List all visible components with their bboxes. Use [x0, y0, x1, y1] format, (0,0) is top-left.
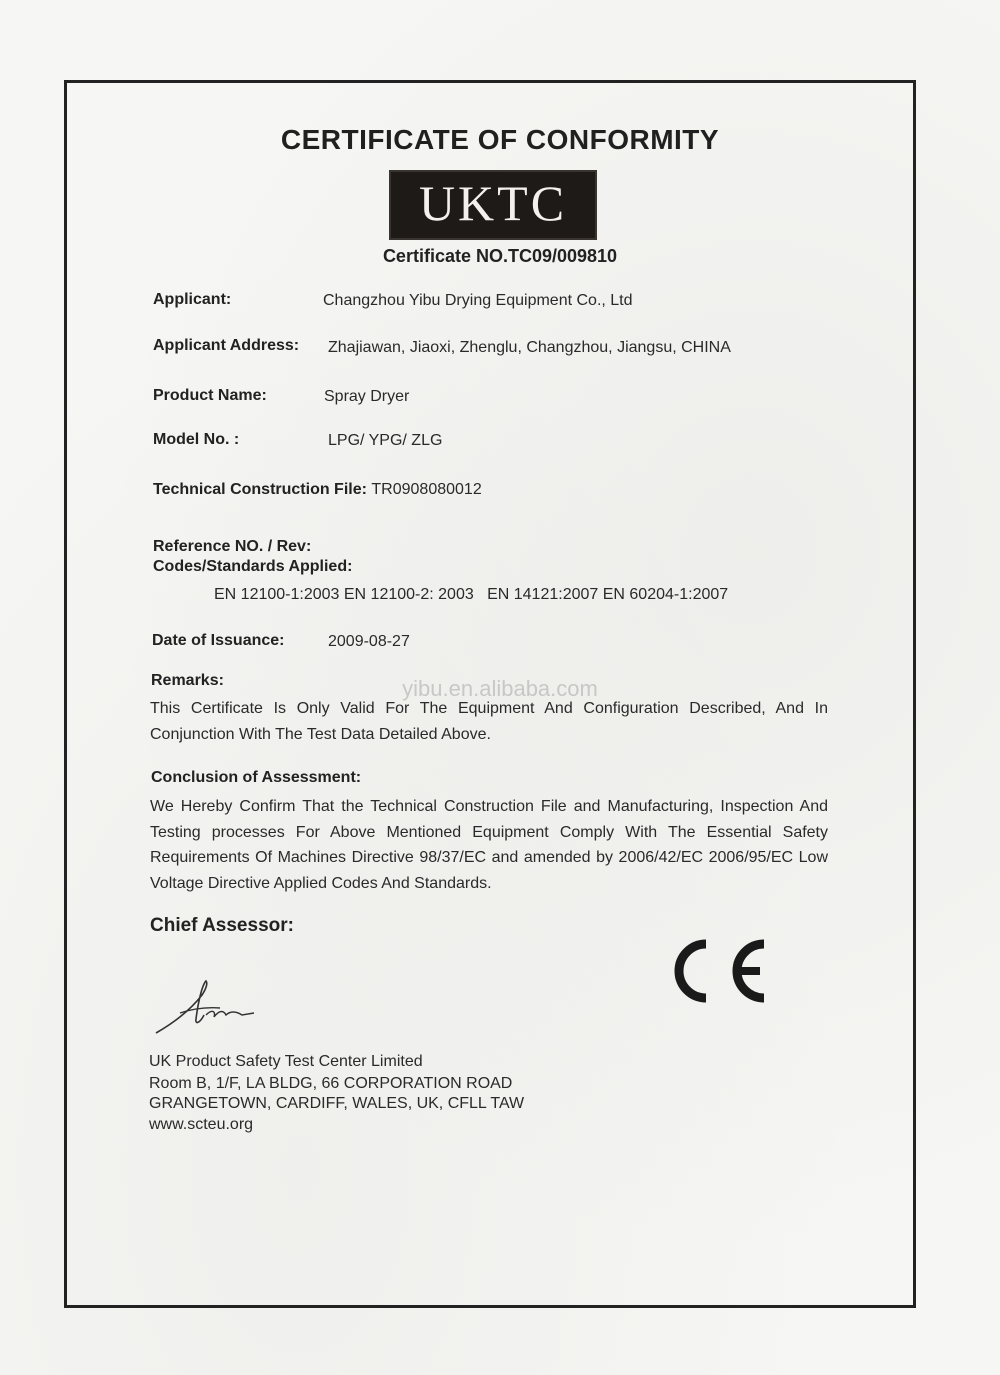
issuer-website: www.scteu.org: [149, 1116, 254, 1133]
watermark-text: yibu.en.alibaba.com: [402, 676, 598, 701]
issuer-address-line2: GRANGETOWN, CARDIFF, WALES, UK, CFLL TAW: [149, 1095, 525, 1112]
certificate-number: Certificate NO.TC09/009810: [382, 246, 618, 266]
technical-file-row: [153, 481, 482, 499]
address-value: Zhajiawan, Jiaoxi, Zhenglu, Changzhou, Jiangsu, CHINA: [328, 339, 731, 356]
signature-image: [150, 975, 260, 1040]
codes-standards-label: Codes/Standards Applied:: [153, 558, 353, 575]
applicant-label: Applicant:: [153, 291, 232, 308]
address-label: Applicant Address:: [153, 337, 300, 354]
remarks-label: Remarks:: [151, 672, 224, 689]
technical-file-value: TR0908080012: [371, 481, 482, 498]
applicant-value: Changzhou Yibu Drying Equipment Co., Ltd: [323, 292, 633, 309]
reference-label: Reference NO. / Rev:: [153, 538, 312, 555]
issuer-name: UK Product Safety Test Center Limited: [149, 1053, 423, 1070]
technical-file-label: Technical Construction File:: [153, 481, 367, 498]
chief-assessor-label: Chief Assessor:: [150, 915, 294, 936]
codes-standards-value: EN 12100-1:2003 EN 12100-2: 2003 EN 14121:2007 EN 60204-1:2007: [214, 586, 729, 603]
product-name-value: Spray Dryer: [324, 388, 410, 405]
issuer-address-line1: Room B, 1/F, LA BLDG, 66 CORPORATION ROAD: [149, 1075, 513, 1092]
date-of-issuance-label: Date of Issuance:: [152, 632, 285, 649]
uktc-logo: UKTC: [389, 170, 597, 240]
model-no-value: LPG/ YPG/ ZLG: [328, 432, 443, 449]
ce-mark: [668, 936, 772, 1006]
remarks-text: This Certificate Is Only Valid For The Equipment And Configuration Described, And In Conjunction With The Test Data Detailed Above.: [150, 700, 828, 743]
date-of-issuance-value: 2009-08-27: [328, 633, 410, 650]
conclusion-text: We Hereby Confirm That the Technical Construction File and Manufacturing, Inspection And Testing processes For Above Mentioned Equipment Comply With The Essential Safety Requirements Of Machines Directive 98/37/EC and amended by 2006/42/EC 2006/95/EC Low Voltage Directive Applied Codes And Standards.: [150, 798, 828, 892]
conclusion-label: Conclusion of Assessment:: [151, 769, 362, 786]
product-name-label: Product Name:: [153, 387, 267, 404]
model-no-label: Model No. :: [153, 431, 240, 448]
certificate-title: CERTIFICATE OF CONFORMITY: [280, 124, 720, 155]
